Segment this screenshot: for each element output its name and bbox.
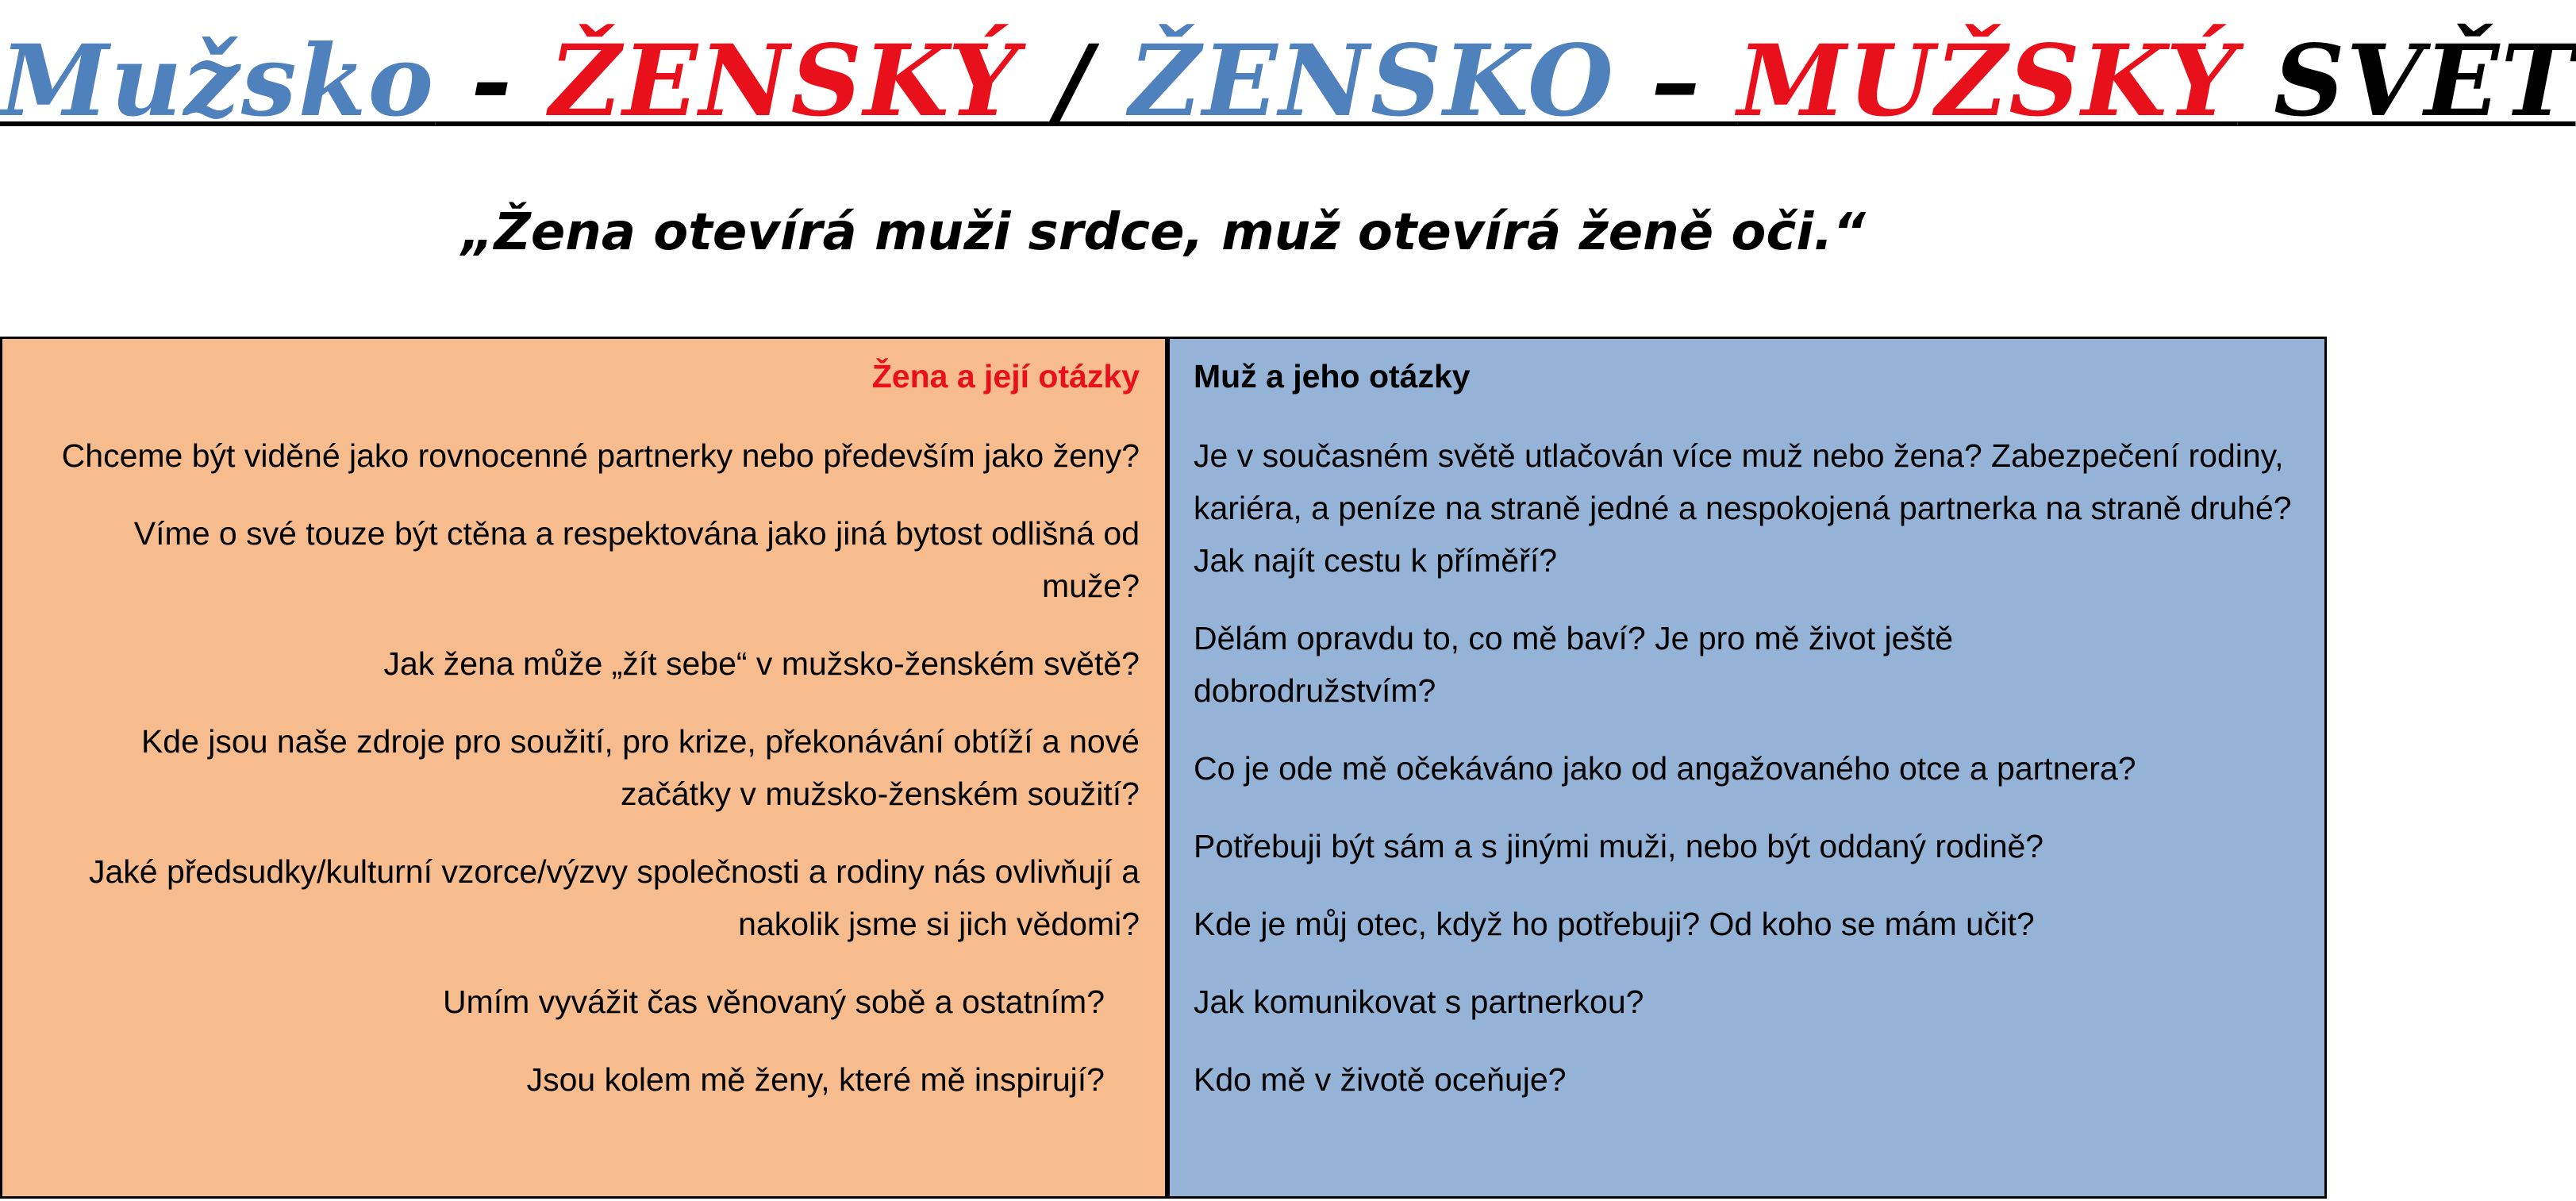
women-heading: Žena a její otázky: [871, 358, 1140, 395]
men-question: Potřebuji být sám a s jinými muži, nebo být oddaný rodině?: [1194, 828, 2044, 864]
title-part-male: MUŽSKÝ: [1737, 24, 2238, 139]
men-question: Jak komunikovat s partnerkou?: [1194, 984, 1644, 1020]
women-question: Kde jsou naše zdroje pro soužití, pro krize, překonávání obtíží a nové začátky v mužsko-ženském soužití?: [140, 723, 1140, 812]
men-question: Kdo mě v životě oceňuje?: [1194, 1061, 1567, 1098]
title-part-world: SVĚT: [2237, 24, 2576, 139]
women-question: Jaké předsudky/kulturní vzorce/výzvy společnosti a rodiny nás ovlivňují a nakolik jsme si jich vědomi?: [88, 853, 1140, 942]
title-separator-3: –: [1615, 24, 1738, 139]
questions-table: [0, 337, 2327, 1199]
women-question: Jsou kolem mě ženy, které mě inspirují?: [526, 1061, 1105, 1098]
women-question: Víme o své touze být ctěna a respektována jako jiná bytost odlišná od muže?: [133, 515, 1140, 604]
women-question: Chceme být viděné jako rovnocenné partnerky nebo především jako ženy?: [61, 437, 1140, 474]
women-column: [2, 339, 1170, 1196]
men-question: Co je ode mě očekáváno jako od angažovaného otce a partnera?: [1194, 750, 2136, 787]
men-column: [1170, 339, 2324, 1196]
quote: „Žena otevírá muži srdce, muž otevírá ženě oči.“: [461, 203, 1866, 262]
title-separator-2: /: [1019, 24, 1129, 139]
title-part-male-female: Mužsko: [0, 24, 436, 139]
title-part-female: ŽENSKÝ: [549, 24, 1020, 139]
women-question: Jak žena může „žít sebe“ v mužsko-ženském světě?: [383, 645, 1140, 682]
men-heading: Muž a jeho otázky: [1194, 358, 1471, 395]
men-question: Kde je můj otec, když ho potřebuji? Od koho se mám učit?: [1194, 906, 2035, 942]
men-question: Dělám opravdu to, co mě baví? Je pro mě život ještě dobrodružstvím?: [1194, 620, 1954, 709]
page-title: [0, 22, 2576, 141]
men-question: Je v současném světě utlačován více muž nebo žena? Zabezpečení rodiny, kariéra, a peníze na straně jedné a nespokojená partnerka na straně druhé? Jak najít cestu k příměří?: [1194, 437, 2292, 579]
women-question: Umím vyvážit čas věnovaný sobě a ostatním?: [442, 984, 1105, 1020]
title-part-female-male: ŽENSKO: [1128, 24, 1615, 139]
title-separator-1: -: [435, 24, 550, 139]
